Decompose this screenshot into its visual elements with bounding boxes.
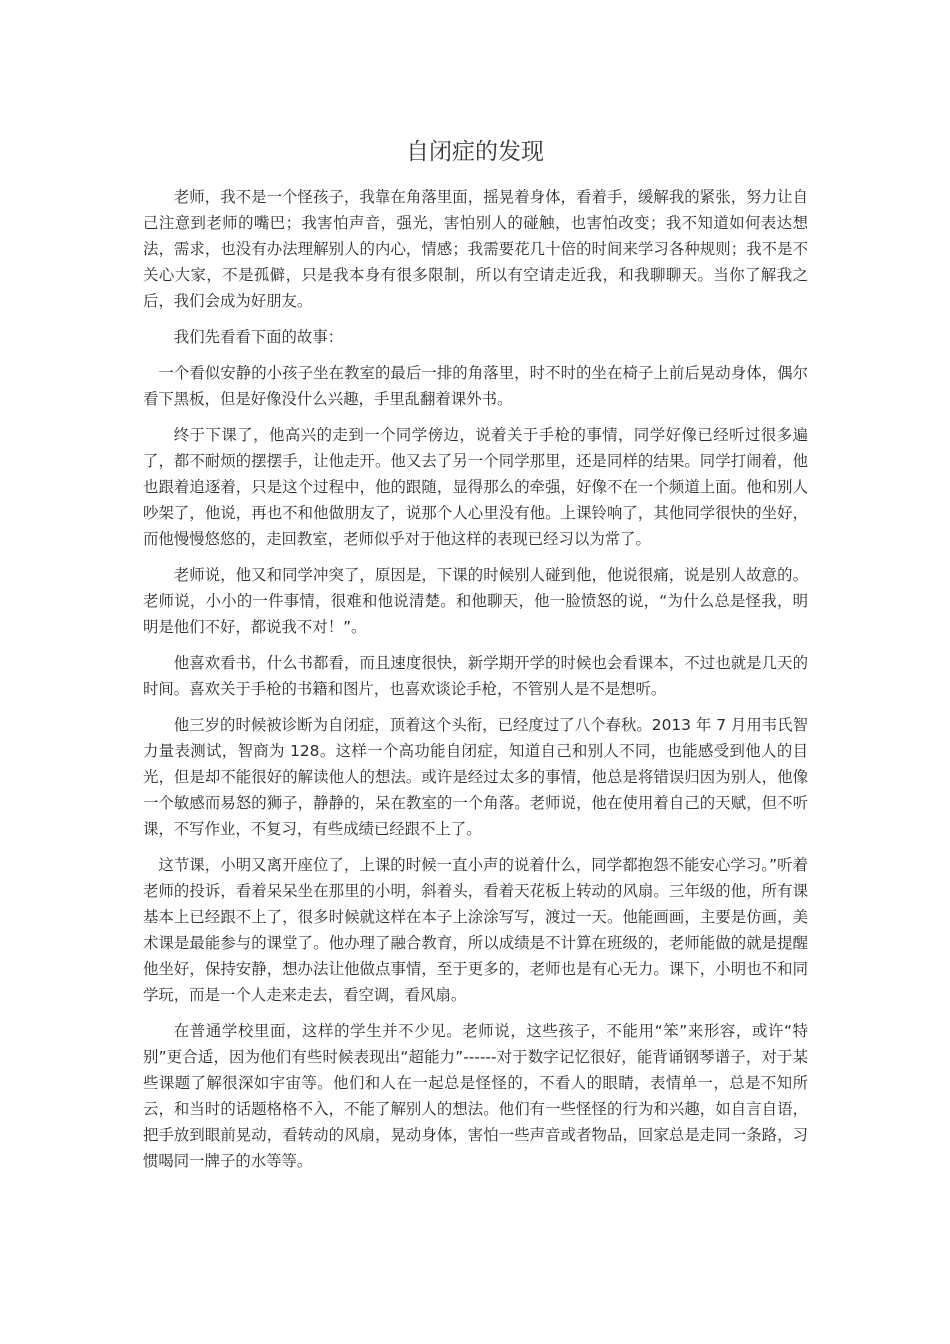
paragraph-xiaoming: 这节课，小明又离开座位了，上课的时候一直小声的说着什么，同学都抱怨不能安心学习。”听着老师的投诉，看着呆呆坐在那里的小明，斜着头，看着天花板上转动的风扇。三年级的他，所有课基本上已经跟不上了，很多时候就这样在本子上涂涂写写，渡过一天。他能画画，主要是仿画，美术课是最能参与的课堂了。他办理了融合教育，所以成绩是不计算在班级的，老师能做的就是提醒他坐好，保持安静，想办法让他做点事情，至于更多的，老师也是有心无力。课下，小明也不和同学玩，而是一个人走来走去，看空调，看风扇。 bbox=[143, 856, 808, 1004]
paragraph-recess: 终于下课了，他高兴的走到一个同学傍边，说着关于手枪的事情，同学好像已经听过很多遍了，都不耐烦的摆摆手，让他走开。他又去了另一个同学那里，还是同样的结果。同学打闹着，他也跟着追逐着，只是这个过程中，他的跟随，显得那么的牵强，好像不在一个频道上面。他和别人吵架了，他说，再也不和他做朋友了，说那个人心里没有他。上课铃响了，其他同学很快的坐好，而他慢慢悠悠的，走回教室，老师似乎对于他这样的表现已经习以为常了。 bbox=[143, 426, 808, 548]
paragraph-reading: 他喜欢看书，什么书都看，而且速度很快，新学期开学的时候也会看课本，不过也就是几天的时间。喜欢关于手枪的书籍和图片，也喜欢谈论手枪，不管别人是不是想听。 bbox=[143, 654, 808, 698]
paragraph-diagnosis: 他三岁的时候被诊断为自闭症，顶着这个头衔，已经度过了八个春秋。2013 年 7 月用韦氏智力量表测试，智商为 128。这样一个高功能自闭症，知道自己和别人不同，也能感受到他人的目光，但是却不能很好的解读他人的想法。或许是经过太多的事情，他总是将错误归因为别人，他像一个敏感而易怒的狮子，静静的，呆在教室的一个角落。老师说，他在使用着自己的天赋，但不听课，不写作业，不复习，有些成绩已经跟不上了。 bbox=[143, 716, 808, 838]
paragraph-intro: 老师，我不是一个怪孩子，我靠在角落里面，摇晃着身体，看着手，缓解我的紧张，努力让自己注意到老师的嘴巴；我害怕声音，强光，害怕别人的碰触，也害怕改变；我不知道如何表达想法，需求，也没有办法理解别人的内心，情感；我需要花几十倍的时间来学习各种规则；我不是不关心大家，不是孤僻，只是我本身有很多限制，所以有空请走近我，和我聊聊天。当你了解我之后，我们会成为好朋友。 bbox=[143, 188, 808, 310]
paragraph-school: 在普通学校里面，这样的学生并不少见。老师说，这些孩子，不能用“笨”来形容，或许“特别”更合适，因为他们有些时候表现出“超能力”------对于数字记忆很好，能背诵钢琴谱子，对于某些课题了解很深如宇宙等。他们和人在一起总是怪怪的，不看人的眼睛，表情单一，总是不知所云，和当时的话题格格不入，不能了解别人的想法。他们有一些怪怪的行为和兴趣，如自言自语，把手放到眼前晃动，看转动的风扇，晃动身体，害怕一些声音或者物品，回家总是走同一条路，习惯喝同一牌子的水等等。 bbox=[143, 1022, 808, 1170]
paragraph-classroom: 一个看似安静的小孩子坐在教室的最后一排的角落里，时不时的坐在椅子上前后晃动身体，偶尔看下黑板，但是好像没什么兴趣，手里乱翻着课外书。 bbox=[143, 364, 808, 408]
paragraph-conflict: 老师说，他又和同学冲突了，原因是，下课的时候别人碰到他，他说很痛，说是别人故意的。老师说，小小的一件事情，很难和他说清楚。和他聊天，他一脸愤怒的说，“为什么总是怪我，明明是他们不好，都说我不对！”。 bbox=[143, 566, 808, 636]
paragraph-story-lead: 我们先看看下面的故事： bbox=[173, 328, 344, 346]
document-title: 自闭症的发现 bbox=[406, 139, 544, 165]
document-body bbox=[143, 184, 808, 1184]
